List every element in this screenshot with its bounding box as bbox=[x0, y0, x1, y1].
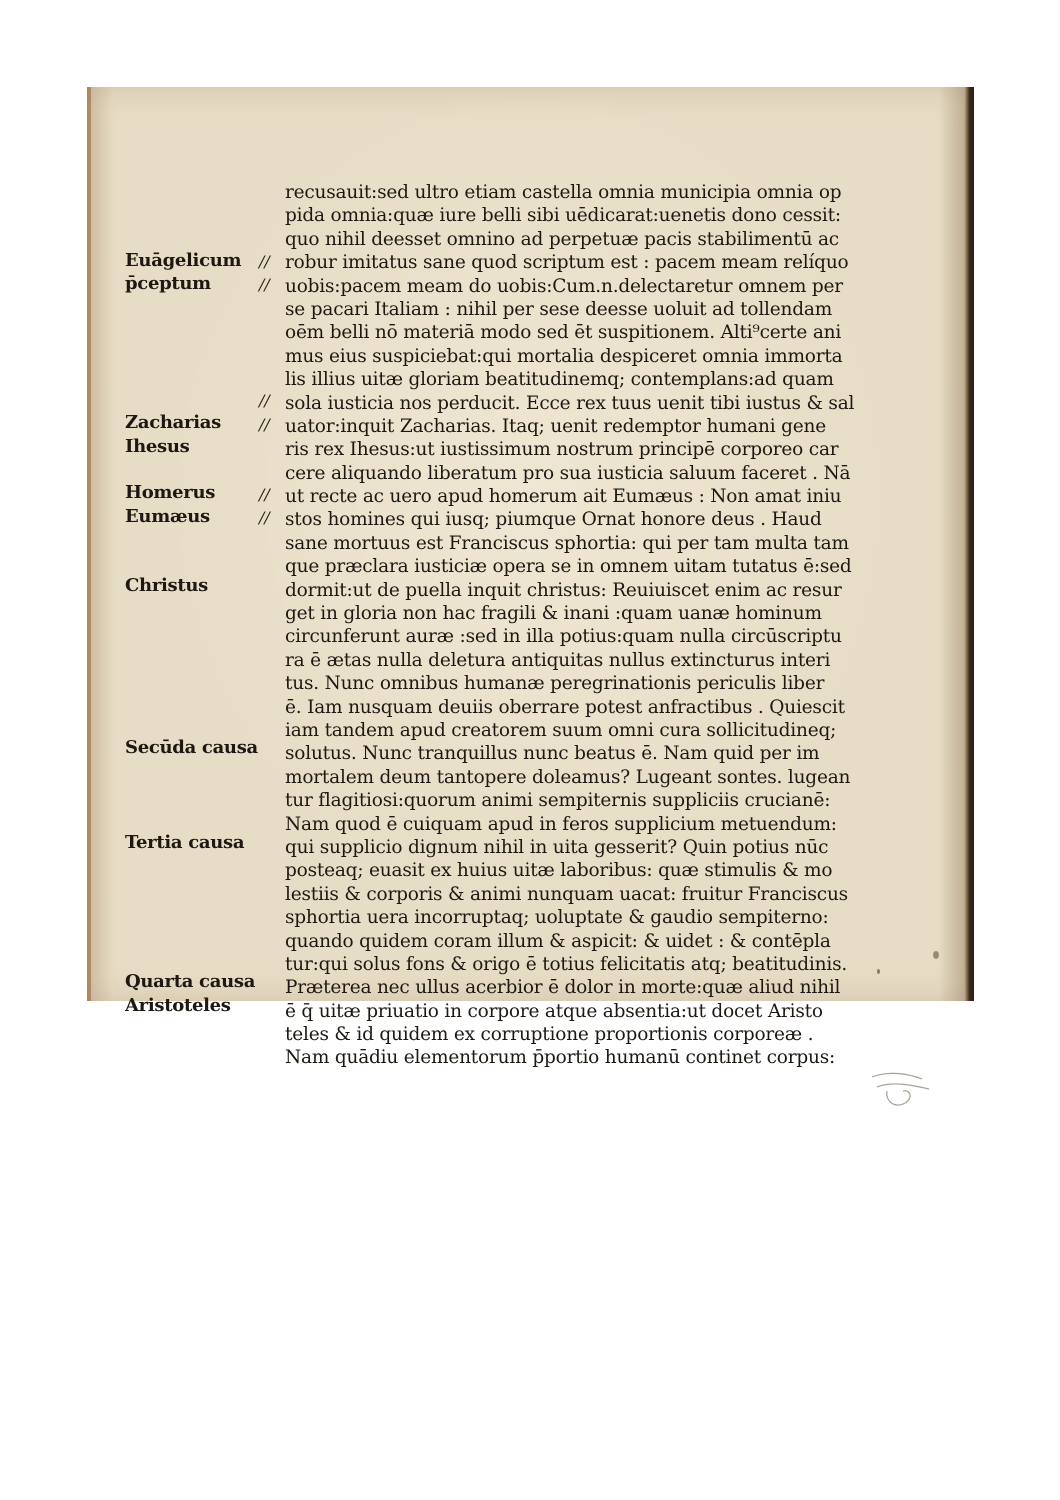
marginal-note-preceptum: p̄ceptum bbox=[125, 273, 211, 294]
reference-mark: // bbox=[259, 415, 270, 434]
text-line: uator:inquit Zacharias. Itaq; uenit redemptor humani gene bbox=[285, 415, 827, 437]
text-line: ra ē ætas nulla deletura antiquitas nullus extincturus interi bbox=[285, 649, 831, 671]
pencil-flourish-icon bbox=[867, 1069, 937, 1113]
text-line: quo nihil deesset omnino ad perpetuæ pacis stabilimentū ac bbox=[285, 228, 839, 250]
marginal-note-homerus: Homerus bbox=[125, 482, 216, 503]
marginal-note-euangelicum: Euāgelicum bbox=[125, 250, 242, 271]
reference-mark: // bbox=[259, 275, 270, 294]
text-line: robur imitatus sane quod scriptum est : pacem meam relíquo bbox=[285, 252, 849, 274]
reference-mark: // bbox=[259, 252, 270, 271]
text-line: stos homines qui iusq; piumque Ornat honore deus . Haud bbox=[285, 509, 822, 531]
text-line: solutus. Nunc tranquillus nunc beatus ē. Nam quid per im bbox=[285, 743, 820, 765]
text-line: dormit:ut de puella inquit christus: Reuiuiscet enim ac resur bbox=[285, 579, 842, 601]
text-line: cere aliquando liberatum pro sua iusticia saluum faceret . Nā bbox=[285, 462, 851, 484]
marginal-note-quarta-causa: Quarta causa bbox=[125, 971, 256, 992]
marginal-note-christus: Christus bbox=[125, 575, 209, 596]
text-line: get in gloria non hac fragili & inani :quam uanæ hominum bbox=[285, 603, 822, 625]
text-line: tus. Nunc omnibus humanæ peregrinationis periculis liber bbox=[285, 673, 825, 695]
text-line: qui supplicio dignum nihil in uita gesserit? Quin potius nūc bbox=[285, 836, 829, 858]
text-line: Nam quod ē cuiquam apud in feros supplicium metuendum: bbox=[285, 813, 837, 835]
marginal-note-aristoteles: Aristoteles bbox=[125, 995, 231, 1016]
text-line: quando quidem coram illum & aspicit: & uidet : & contēpla bbox=[285, 930, 831, 952]
text-line: teles & id quidem ex corruptione proportionis corporeæ . bbox=[285, 1024, 814, 1046]
text-line: posteaq; euasit ex huius uitæ laboribus: quæ stimulis & mo bbox=[285, 860, 833, 882]
text-line: iam tandem apud creatorem suum omni cura sollicitudineq; bbox=[285, 719, 837, 741]
marginal-note-secunda-causa: Secūda causa bbox=[125, 737, 258, 758]
text-line: sola iusticia nos perducit. Ecce rex tuus uenit tibi iustus & sal bbox=[285, 392, 855, 414]
page-right-edge bbox=[964, 87, 974, 1001]
text-line: que præclara iusticiæ opera se in omnem uitam tutatus ē:sed bbox=[285, 556, 852, 578]
reference-mark: // bbox=[259, 485, 270, 504]
text-line: tur flagitiosi:quorum animi sempiternis suppliciis crucianē: bbox=[285, 790, 831, 812]
text-line: Nam quādiu elementorum p̄portio humanū continet corpus: bbox=[285, 1047, 836, 1069]
reference-mark: // bbox=[259, 508, 270, 527]
text-line: pida omnia:quæ iure belli sibi uēdicarat:uenetis dono cessit: bbox=[285, 205, 841, 227]
text-line: mortalem deum tantopere doleamus? Lugeant sontes. lugean bbox=[285, 766, 851, 788]
text-line: lestiis & corporis & animi nunquam uacat: fruitur Franciscus bbox=[285, 883, 848, 905]
text-line: ris rex Ihesus:ut iustissimum nostrum principē corporeo car bbox=[285, 439, 839, 461]
text-line: tur:qui solus fons & origo ē totius felicitatis atq; beatitudinis. bbox=[285, 953, 848, 975]
marginal-note-ihesus: Ihesus bbox=[125, 436, 190, 457]
text-line: ē q̄ uitæ priuatio in corpore atque absentia:ut docet Aristo bbox=[285, 1000, 823, 1022]
ink-speck bbox=[877, 969, 880, 974]
manuscript-page bbox=[87, 87, 974, 1069]
text-line: mus eius suspiciebat:qui mortalia despiceret omnia immorta bbox=[285, 345, 843, 367]
text-line: sphortia uera incorruptaq; uoluptate & gaudio sempiterno: bbox=[285, 907, 829, 929]
text-line: Præterea nec ullus acerbior ē dolor in morte:quæ aliud nihil bbox=[285, 977, 841, 999]
text-line: sane mortuus est Franciscus sphortia: qui per tam multa tam bbox=[285, 532, 849, 554]
text-line: uobis:pacem meam do uobis:Cum.n.delectaretur omnem per bbox=[285, 275, 843, 297]
text-line: oēm belli nō materiā modo sed ēt suspitionem. Alti⁹certe ani bbox=[285, 322, 842, 344]
text-line: lis illius uitæ gloriam beatitudinemq; contemplans:ad quam bbox=[285, 369, 834, 391]
text-line: ē. Iam nusquam deuiis oberrare potest anfractibus . Quiescit bbox=[285, 696, 845, 718]
marginal-note-zacharias: Zacharias bbox=[125, 412, 221, 433]
ink-speck bbox=[933, 951, 939, 959]
text-line: recusauit:sed ultro etiam castella omnia municipia omnia op bbox=[285, 182, 842, 203]
marginal-note-tertia-causa: Tertia causa bbox=[125, 832, 245, 853]
text-line: circunferunt auræ :sed in illa potius:quam nulla circūscriptu bbox=[285, 626, 842, 648]
main-text-block bbox=[285, 181, 885, 1070]
text-line: se pacari Italiam : nihil per sese deesse uoluit ad tollendam bbox=[285, 298, 833, 320]
page-left-edge bbox=[87, 87, 91, 1001]
marginal-note-eumaeus: Eumæus bbox=[125, 506, 210, 527]
text-line: ut recte ac uero apud homerum ait Eumæus : Non amat iniu bbox=[285, 486, 842, 508]
reference-mark: // bbox=[259, 391, 270, 410]
